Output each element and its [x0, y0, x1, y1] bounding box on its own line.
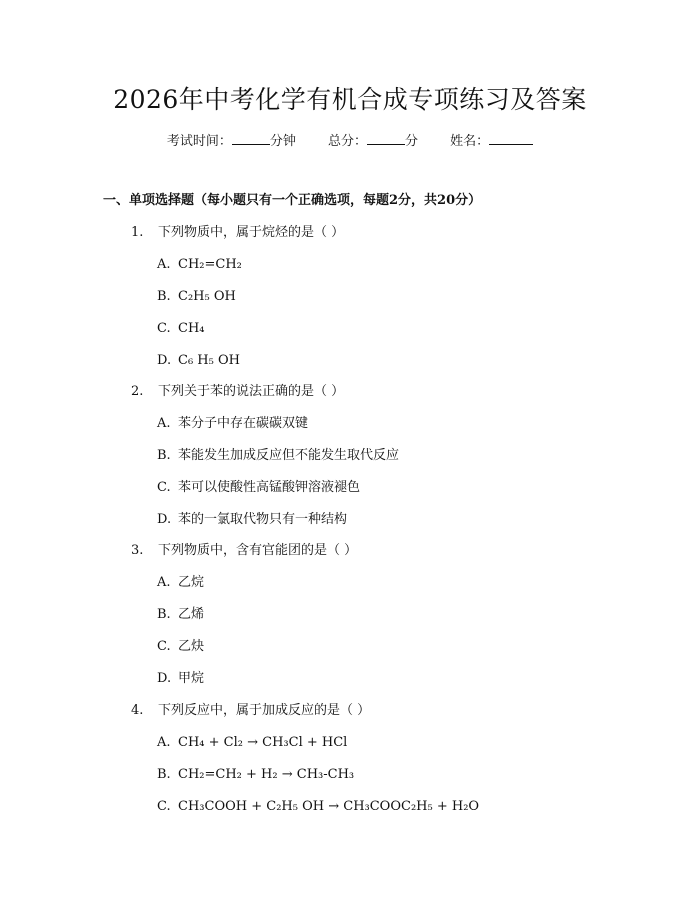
- name-label: 姓名：: [450, 134, 490, 149]
- exam-time-label: 考试时间：: [166, 134, 232, 149]
- option-letter: D.: [157, 353, 172, 368]
- total-score-field: [328, 132, 418, 151]
- option-letter: B.: [157, 767, 171, 782]
- option-text: 甲烷: [178, 671, 205, 686]
- option-4b: [157, 766, 354, 784]
- option-letter: C.: [157, 321, 171, 336]
- total-score-unit: 分: [405, 134, 419, 149]
- option-3a: [157, 574, 204, 592]
- question-number: 1.: [131, 225, 144, 240]
- total-score-blank: [367, 132, 405, 145]
- question-text: 下列物质中，属于烷烃的是（ ）: [158, 225, 345, 240]
- option-3c: [157, 638, 204, 656]
- option-1d: [157, 352, 240, 370]
- option-letter: B.: [157, 448, 171, 463]
- option-1a: [157, 256, 242, 274]
- document-title: 2026年中考化学有机合成专项练习及答案: [113, 85, 587, 114]
- option-text: 乙烷: [178, 575, 205, 590]
- option-letter: D.: [157, 671, 172, 686]
- option-2d: [157, 511, 347, 529]
- option-2c: [157, 479, 360, 497]
- name-blank: [489, 132, 533, 145]
- question-number: 2.: [131, 384, 144, 399]
- question-3: [131, 542, 357, 560]
- exam-meta-line: [0, 132, 700, 151]
- option-text: 苯的一氯取代物只有一种结构: [178, 512, 348, 527]
- option-2a: [157, 415, 308, 433]
- option-letter: A.: [157, 416, 171, 431]
- option-text: C₆ H₅ OH: [178, 353, 240, 368]
- option-letter: C.: [157, 480, 171, 495]
- option-text: 苯能发生加成反应但不能发生取代反应: [178, 448, 400, 463]
- option-text: CH₂=CH₂ + H₂ → CH₃-CH₃: [178, 767, 355, 782]
- section-heading: 一、单项选择题（每小题只有一个正确选项，每题2分，共20分）: [103, 193, 482, 208]
- option-4a: [157, 734, 347, 752]
- option-3b: [157, 606, 204, 624]
- question-number: 4.: [131, 703, 144, 718]
- question-text: 下列反应中，属于加成反应的是（ ）: [158, 703, 371, 718]
- option-text: CH₃COOH + C₂H₅ OH → CH₃COOC₂H₅ + H₂O: [178, 799, 480, 814]
- option-text: 乙烯: [178, 607, 205, 622]
- option-1c: [157, 320, 205, 338]
- option-text: 苯分子中存在碳碳双键: [178, 416, 309, 431]
- total-score-label: 总分：: [327, 134, 367, 149]
- option-letter: A.: [157, 575, 171, 590]
- option-text: 乙炔: [178, 639, 205, 654]
- option-letter: D.: [157, 512, 172, 527]
- option-4c: [157, 798, 479, 816]
- question-number: 3.: [131, 543, 144, 558]
- option-text: CH₄: [178, 321, 205, 336]
- option-text: C₂H₅ OH: [178, 289, 236, 304]
- option-letter: A.: [157, 257, 171, 272]
- name-field: [450, 132, 533, 151]
- option-3d: [157, 670, 204, 688]
- option-letter: A.: [157, 735, 171, 750]
- option-letter: C.: [157, 639, 171, 654]
- option-text: 苯可以使酸性高锰酸钾溶液褪色: [178, 480, 361, 495]
- question-text: 下列物质中，含有官能团的是（ ）: [158, 543, 358, 558]
- exam-time-unit: 分钟: [269, 134, 296, 149]
- option-letter: B.: [157, 607, 171, 622]
- option-letter: C.: [157, 799, 171, 814]
- option-1b: [157, 288, 236, 306]
- question-text: 下列关于苯的说法正确的是（ ）: [158, 384, 345, 399]
- question-2: [131, 383, 344, 401]
- option-text: CH₄ + Cl₂ → CH₃Cl + HCl: [178, 735, 348, 750]
- option-text: CH₂=CH₂: [178, 257, 242, 272]
- question-1: [131, 224, 344, 242]
- question-4: [131, 702, 370, 720]
- option-2b: [157, 447, 399, 465]
- exam-time-blank: [232, 132, 270, 145]
- exam-time-field: [167, 132, 296, 151]
- option-letter: B.: [157, 289, 171, 304]
